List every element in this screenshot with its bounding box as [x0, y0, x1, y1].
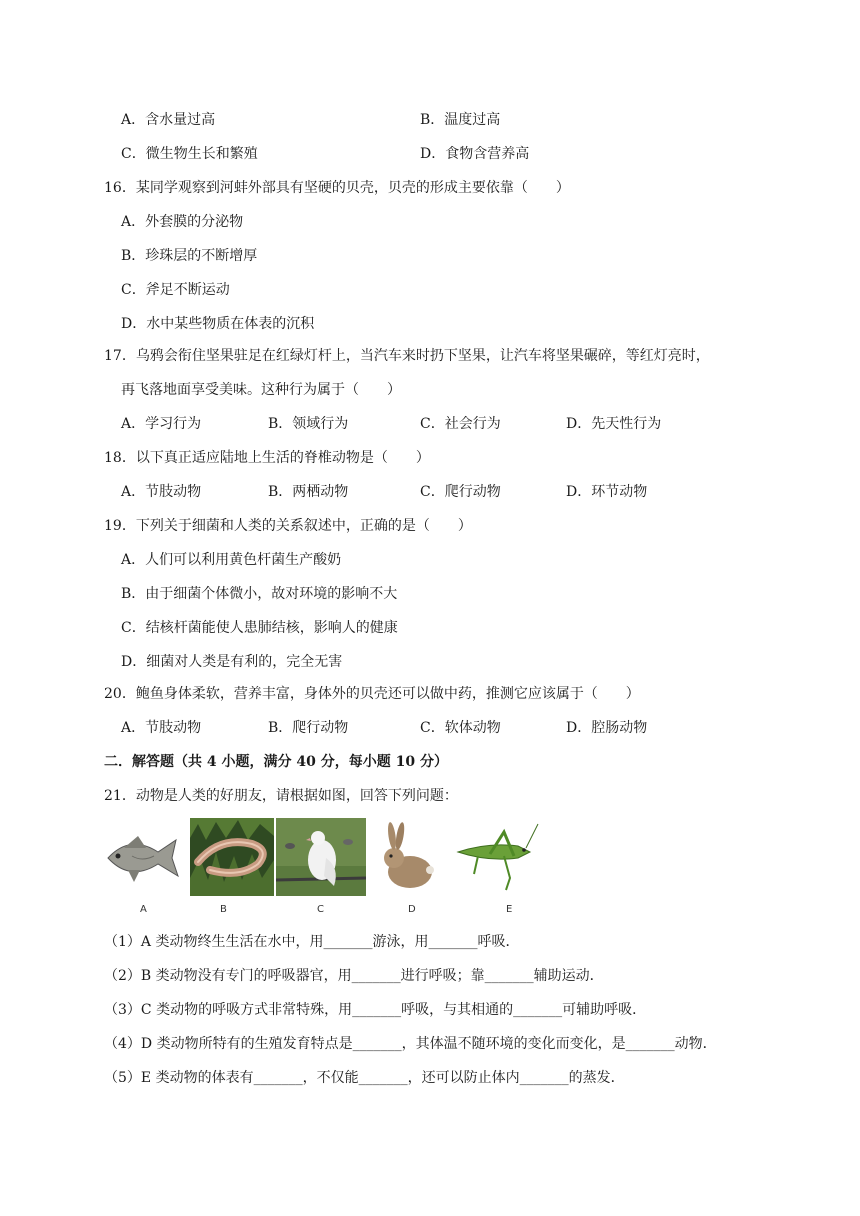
q17-option-a: A．学习行为 [121, 416, 202, 432]
q15-option-b: B．温度过高 [420, 112, 501, 128]
q19-stem: 19．下列关于细菌和人类的关系叙述中，正确的是（ ） [104, 518, 472, 534]
section-heading: 二．解答题（共 4 小题，满分 40 分，每小题 10 分） [104, 754, 448, 770]
q15-option-d: D．食物含营养高 [420, 146, 530, 162]
q21-sub-2: （2）B 类动物没有专门的呼吸器官，用_______进行呼吸；靠_______辅助运动． [104, 968, 604, 984]
figure-label-b: B [220, 904, 227, 915]
q16-stem: 16．某同学观察到河蚌外部具有坚硬的贝壳，贝壳的形成主要依靠（ ） [104, 180, 570, 196]
q21-sub-1: （1）A 类动物终生生活在水中，用_______游泳，用_______呼吸． [104, 934, 520, 950]
q19-option-b: B．由于细菌个体微小，故对环境的影响不大 [121, 586, 398, 602]
q19-option-c: C．结核杆菌能使人患肺结核，影响人的健康 [121, 620, 398, 636]
q20-option-b: B．爬行动物 [268, 720, 349, 736]
fish-image [102, 818, 182, 896]
q15-option-a: A．含水量过高 [121, 112, 216, 128]
q20-option-c: C．软体动物 [420, 720, 501, 736]
grasshopper-image [448, 818, 540, 896]
q20-option-d: D．腔肠动物 [566, 720, 648, 736]
rabbit-image [370, 818, 442, 896]
figure-label-c: C [317, 904, 324, 915]
q16-option-a: A．外套膜的分泌物 [121, 214, 244, 230]
figure-label-e: E [506, 904, 513, 915]
animal-figure [102, 818, 542, 918]
q16-option-d: D．水中某些物质在体表的沉积 [121, 316, 315, 332]
q17-stem-line1: 17．乌鸦会衔住坚果驻足在红绿灯杆上，当汽车来时扔下坚果，让汽车将坚果碾碎，等红灯亮时， [104, 348, 710, 364]
q16-option-c: C．斧足不断运动 [121, 282, 230, 298]
q17-stem-line2: 再飞落地面享受美味。这种行为属于（ ） [121, 382, 401, 398]
dove-image [276, 818, 366, 896]
q20-stem: 20．鲍鱼身体柔软，营养丰富，身体外的贝壳还可以做中药，推测它应该属于（ ） [104, 686, 640, 702]
figure-label-a: A [140, 904, 147, 915]
q20-option-a: A．节肢动物 [121, 720, 202, 736]
q17-option-c: C．社会行为 [420, 416, 501, 432]
q21-stem: 21．动物是人类的好朋友，请根据如图，回答下列问题： [104, 788, 458, 804]
q21-sub-5: （5）E 类动物的体表有_______，不仅能_______，还可以防止体内_______的蒸发． [104, 1070, 625, 1086]
figure-label-d: D [408, 904, 416, 915]
q18-option-d: D．环节动物 [566, 484, 648, 500]
q18-option-a: A．节肢动物 [121, 484, 202, 500]
q18-option-b: B．两栖动物 [268, 484, 349, 500]
q18-stem: 18．以下真正适应陆地上生活的脊椎动物是（ ） [104, 450, 430, 466]
q15-option-c: C．微生物生长和繁殖 [121, 146, 258, 162]
q21-sub-4: （4）D 类动物所特有的生殖发育特点是_______，其体温不随环境的变化而变化，是_______动物． [104, 1036, 717, 1052]
q18-option-c: C．爬行动物 [420, 484, 501, 500]
q17-option-b: B．领域行为 [268, 416, 349, 432]
q21-sub-3: （3）C 类动物的呼吸方式非常特殊，用_______呼吸，与其相通的_______可辅助呼吸． [104, 1002, 647, 1018]
q19-option-a: A．人们可以利用黄色杆菌生产酸奶 [121, 552, 342, 568]
q17-option-d: D．先天性行为 [566, 416, 662, 432]
earthworm-image [190, 818, 274, 896]
q19-option-d: D．细菌对人类是有利的，完全无害 [121, 654, 343, 670]
q16-option-b: B．珍珠层的不断增厚 [121, 248, 258, 264]
